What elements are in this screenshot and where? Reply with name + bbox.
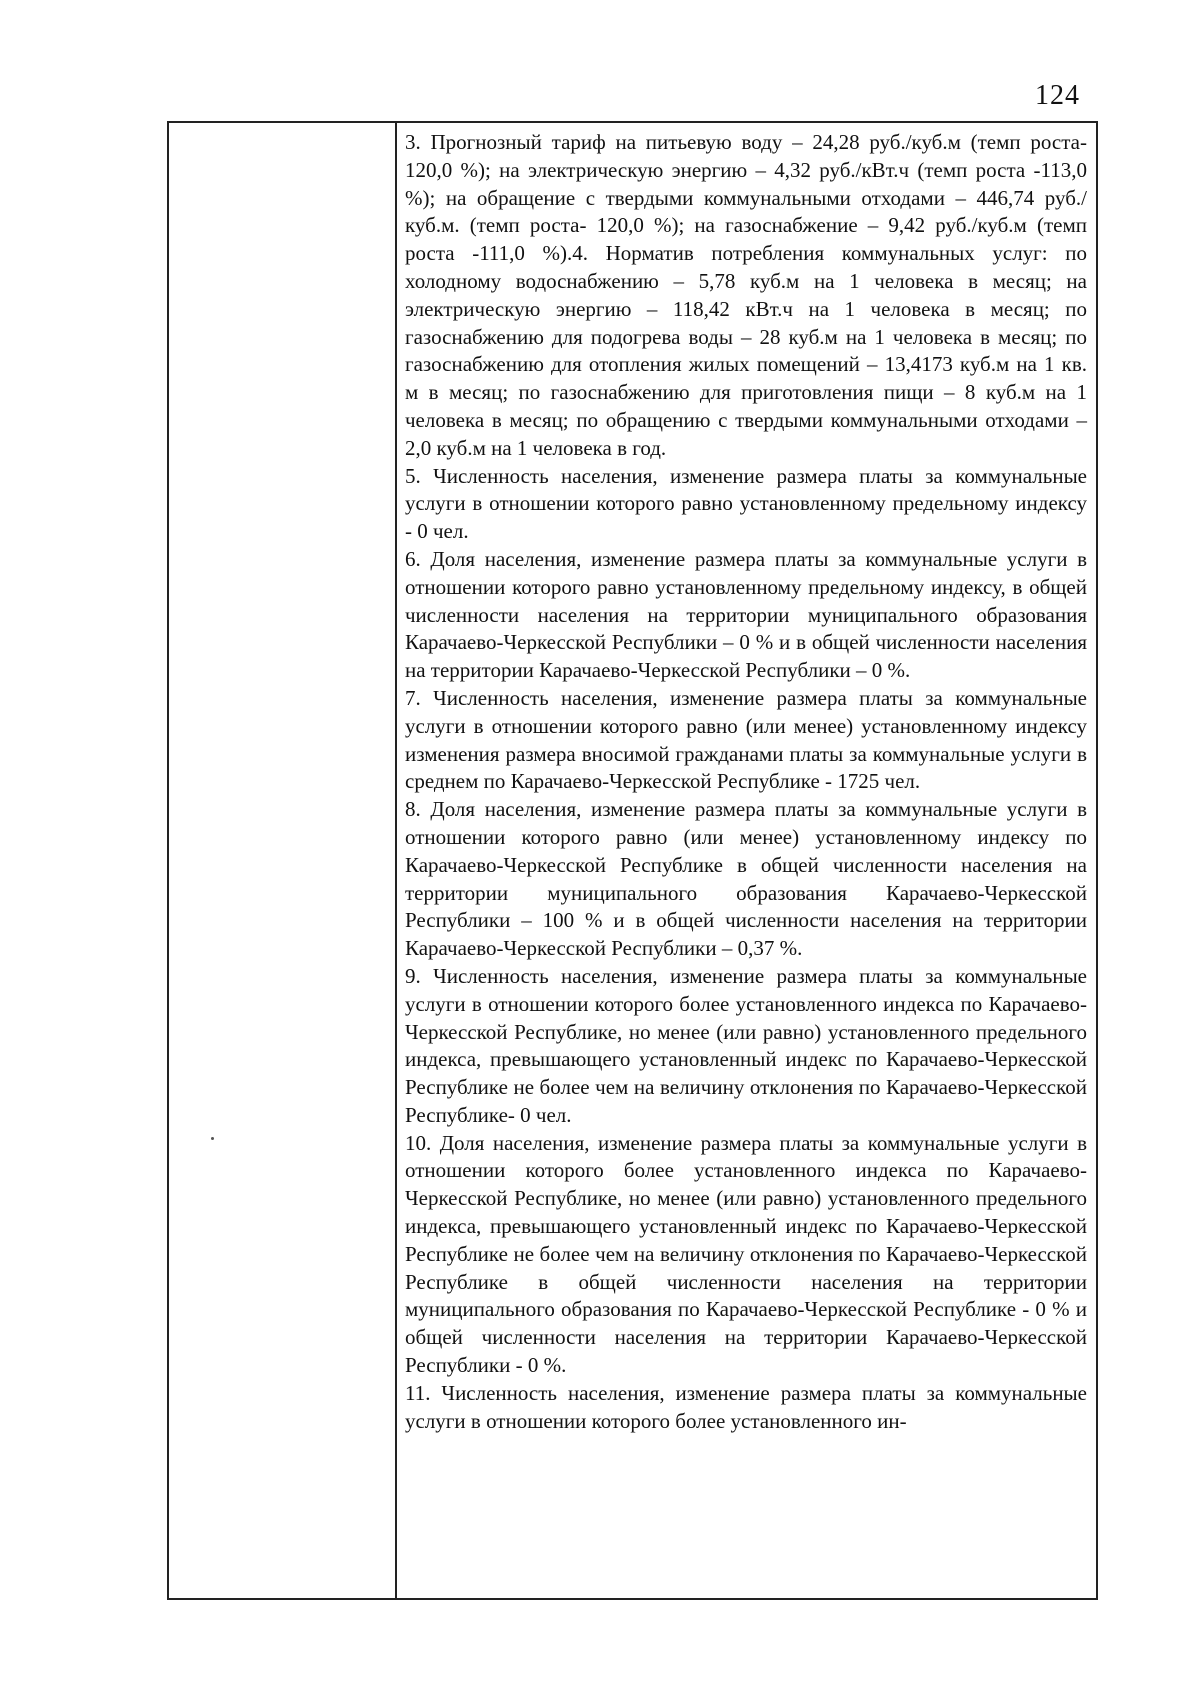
paragraph-item-11: 11. Численность населения, изменение размера платы за коммунальные услуги в отношении которого более установленного ин- bbox=[405, 1380, 1087, 1433]
table-left-cell bbox=[169, 123, 395, 1598]
paragraph-item-3-4: 3. Прогнозный тариф на питьевую воду – 24,28 руб./куб.м (темп роста- 120,0 %); на электрическую энергию – 4,32 руб./кВт.ч (темп роста -113,0 %); на обращение с твердыми коммунальными отходами – 446,74 руб./куб.м. (темп роста- 120,0 %); на газоснабжение – 9,42 руб./куб.м (темп роста -111,0 %).4. Норматив потребления коммунальных услуг: по холодному водоснабжению – 5,78 куб.м на 1 человека в месяц; на электрическую энергию – 118,42 кВт.ч на 1 человека в месяц; по газоснабжению для подогрева воды – 28 куб.м на 1 человека в месяц; по газоснабжению для отопления жилых помещений – 13,4173 куб.м на 1 кв. м в месяц; по газоснабжению для приготовления пищи – 8 куб.м на 1 человека в месяц; по обращению с твердыми коммунальными отходами – 2,0 куб.м на 1 человека в год. bbox=[405, 130, 1087, 460]
scan-artifact-dot bbox=[211, 1137, 214, 1140]
paragraph-item-5: 5. Численность населения, изменение размера платы за коммунальные услуги в отношении которого равно установленному предельному индексу - 0 чел. bbox=[405, 463, 1087, 544]
paragraph-item-7: 7. Численность населения, изменение размера платы за коммунальные услуги в отношении которого равно (или менее) установленному индексу изменения размера вносимой гражданами платы за коммунальные услуги в среднем по Карачаево-Черкесской Республике - 1725 чел. bbox=[405, 685, 1087, 794]
paragraph-item-6: 6. Доля населения, изменение размера платы за коммунальные услуги в отношении которого равно установленному предельному индексу, в общей численности населения на территории муниципального образования Карачаево-Черкесской Республики – 0 % и в общей численности населения на территории Карачаево-Черкесской Республики – 0 %. bbox=[405, 546, 1087, 683]
page-number: 124 bbox=[1035, 80, 1080, 111]
table-right-cell bbox=[405, 129, 1087, 1435]
column-divider bbox=[395, 123, 397, 1598]
paragraph-item-10: 10. Доля населения, изменение размера платы за коммунальные услуги в отношении которого более установленного индекса по Карачаево-Черкесской Республике, но менее (или равно) установленного предельного индекса, превышающего установленный индекс по Карачаево-Черкесской Республике не более чем на величину отклонения по Карачаево-Черкесской Республике в общей численности населения на территории муниципального образования по Карачаево-Черкесской Республике - 0 % и общей численности населения на территории Карачаево-Черкесской Республики - 0 %. bbox=[405, 1130, 1087, 1378]
paragraph-item-8: 8. Доля населения, изменение размера платы за коммунальные услуги в отношении которого равно (или менее) установленному индексу по Карачаево-Черкесской Республике в общей численности населения на территории муниципального образования Карачаево-Черкесской Республики – 100 % и в общей численности населения на территории Карачаево-Черкесской Республики – 0,37 %. bbox=[405, 797, 1087, 961]
paragraph-item-9: 9. Численность населения, изменение размера платы за коммунальные услуги в отношении которого более установленного индекса по Карачаево-Черкесской Республике, но менее (или равно) установленного предельного индекса, превышающего установленный индекс по Карачаево-Черкесской Республике не более чем на величину отклонения по Карачаево-Черкесской Республике- 0 чел. bbox=[405, 963, 1087, 1127]
document-table bbox=[167, 121, 1098, 1600]
